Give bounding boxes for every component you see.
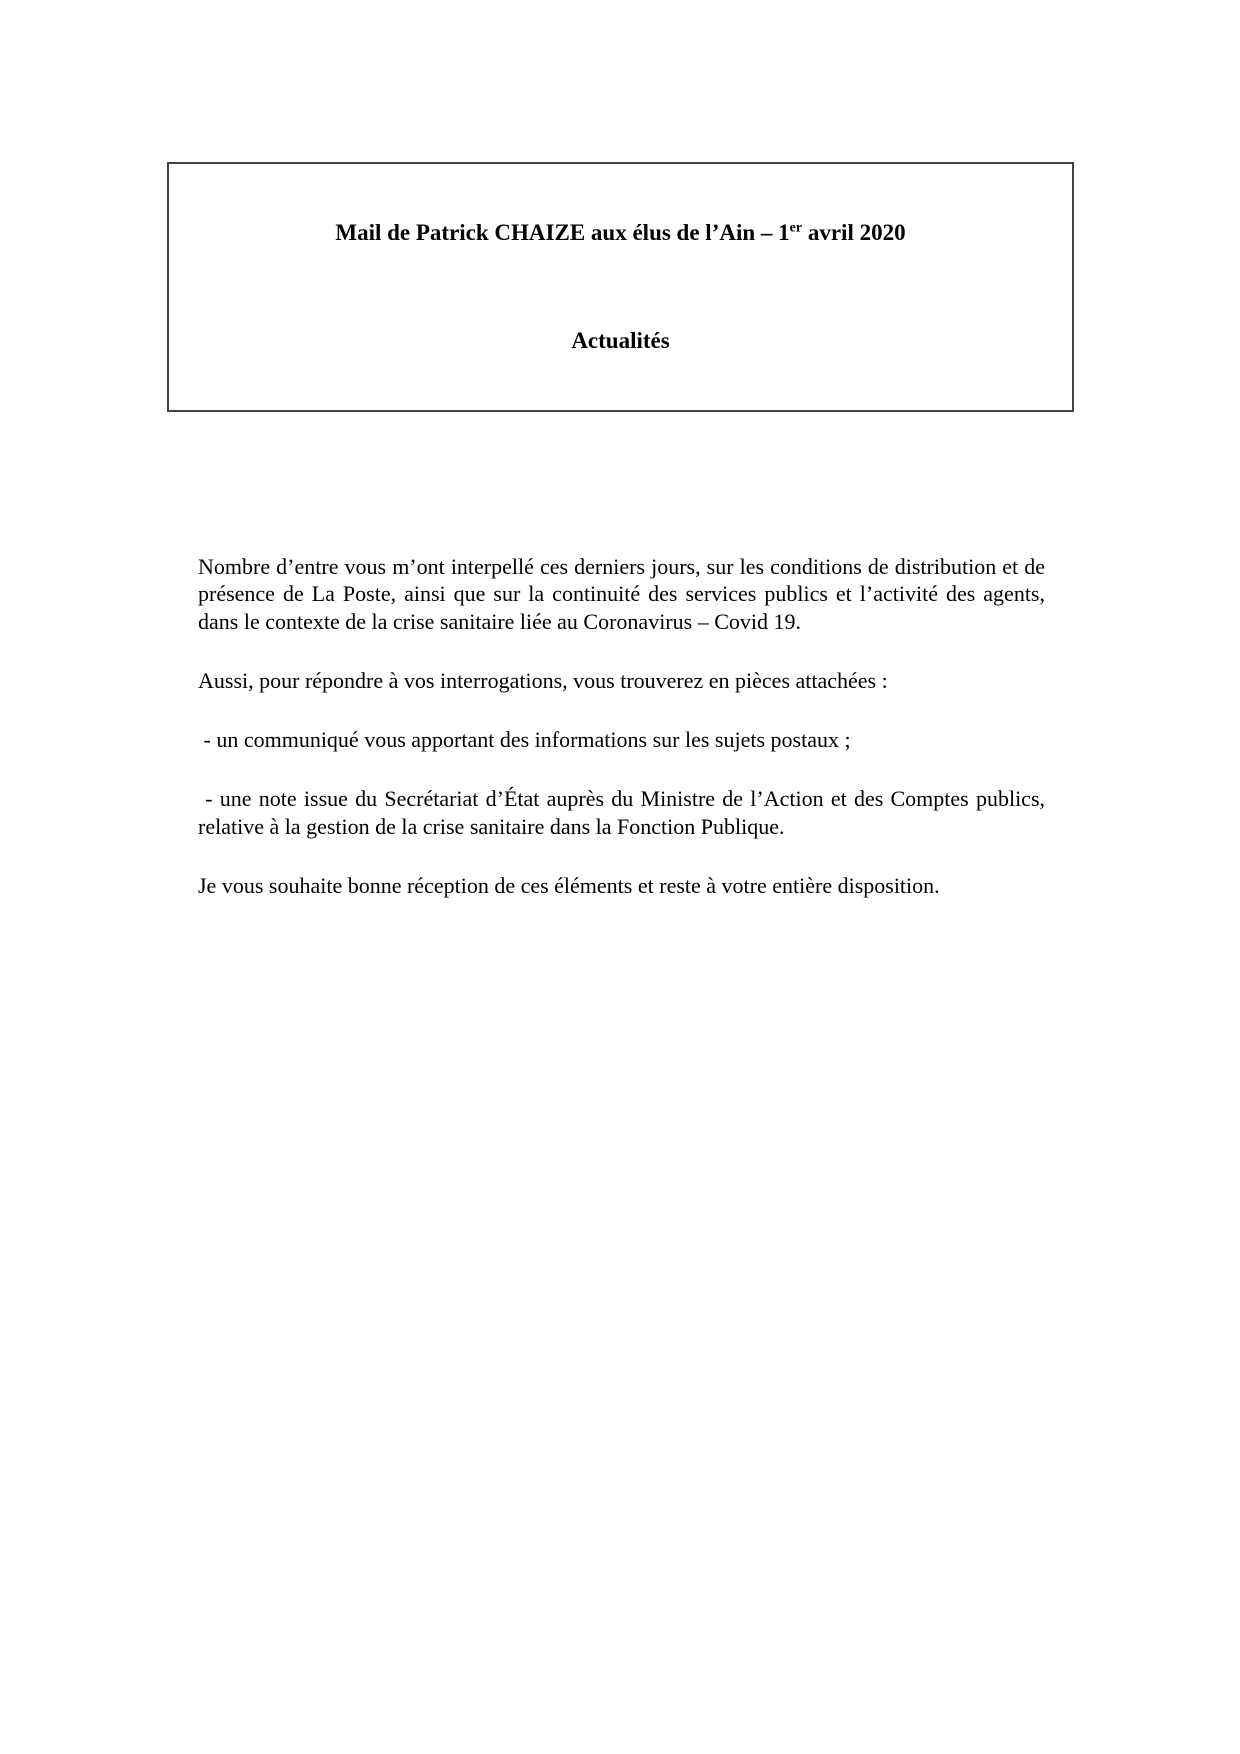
letter-body <box>198 553 1051 931</box>
title-ordinal-superscript: er <box>789 220 803 236</box>
paragraph-intro: Nombre d’entre vous m’ont interpellé ces derniers jours, sur les conditions de distribution et de présence de La Poste, ainsi que sur la continuité des services publics et l’activité des agents, dans le contexte de la crise sanitaire liée au Coronavirus – Covid 19. <box>198 554 1051 634</box>
title-date-text: avril 2020 <box>802 220 906 245</box>
document-title <box>169 219 1072 246</box>
paragraph-attachments-intro: Aussi, pour répondre à vos interrogations, vous trouverez en pièces attachées : <box>198 667 888 693</box>
paragraph-item-communique: - un communiqué vous apportant des informations sur les sujets postaux ; <box>198 727 851 753</box>
paragraph-closing: Je vous souhaite bonne réception de ces éléments et reste à votre entière disposition. <box>198 873 940 899</box>
title-text: Mail de Patrick CHAIZE aux élus de l’Ain – 1 <box>335 220 790 245</box>
paragraph-item-note: - une note issue du Secrétariat d’État auprès du Ministre de l’Action et des Comptes publics, relative à la gestion de la crise sanitaire dans la Fonction Publique. <box>198 786 1051 839</box>
title-box <box>167 162 1074 412</box>
document-subtitle: Actualités <box>571 328 670 353</box>
